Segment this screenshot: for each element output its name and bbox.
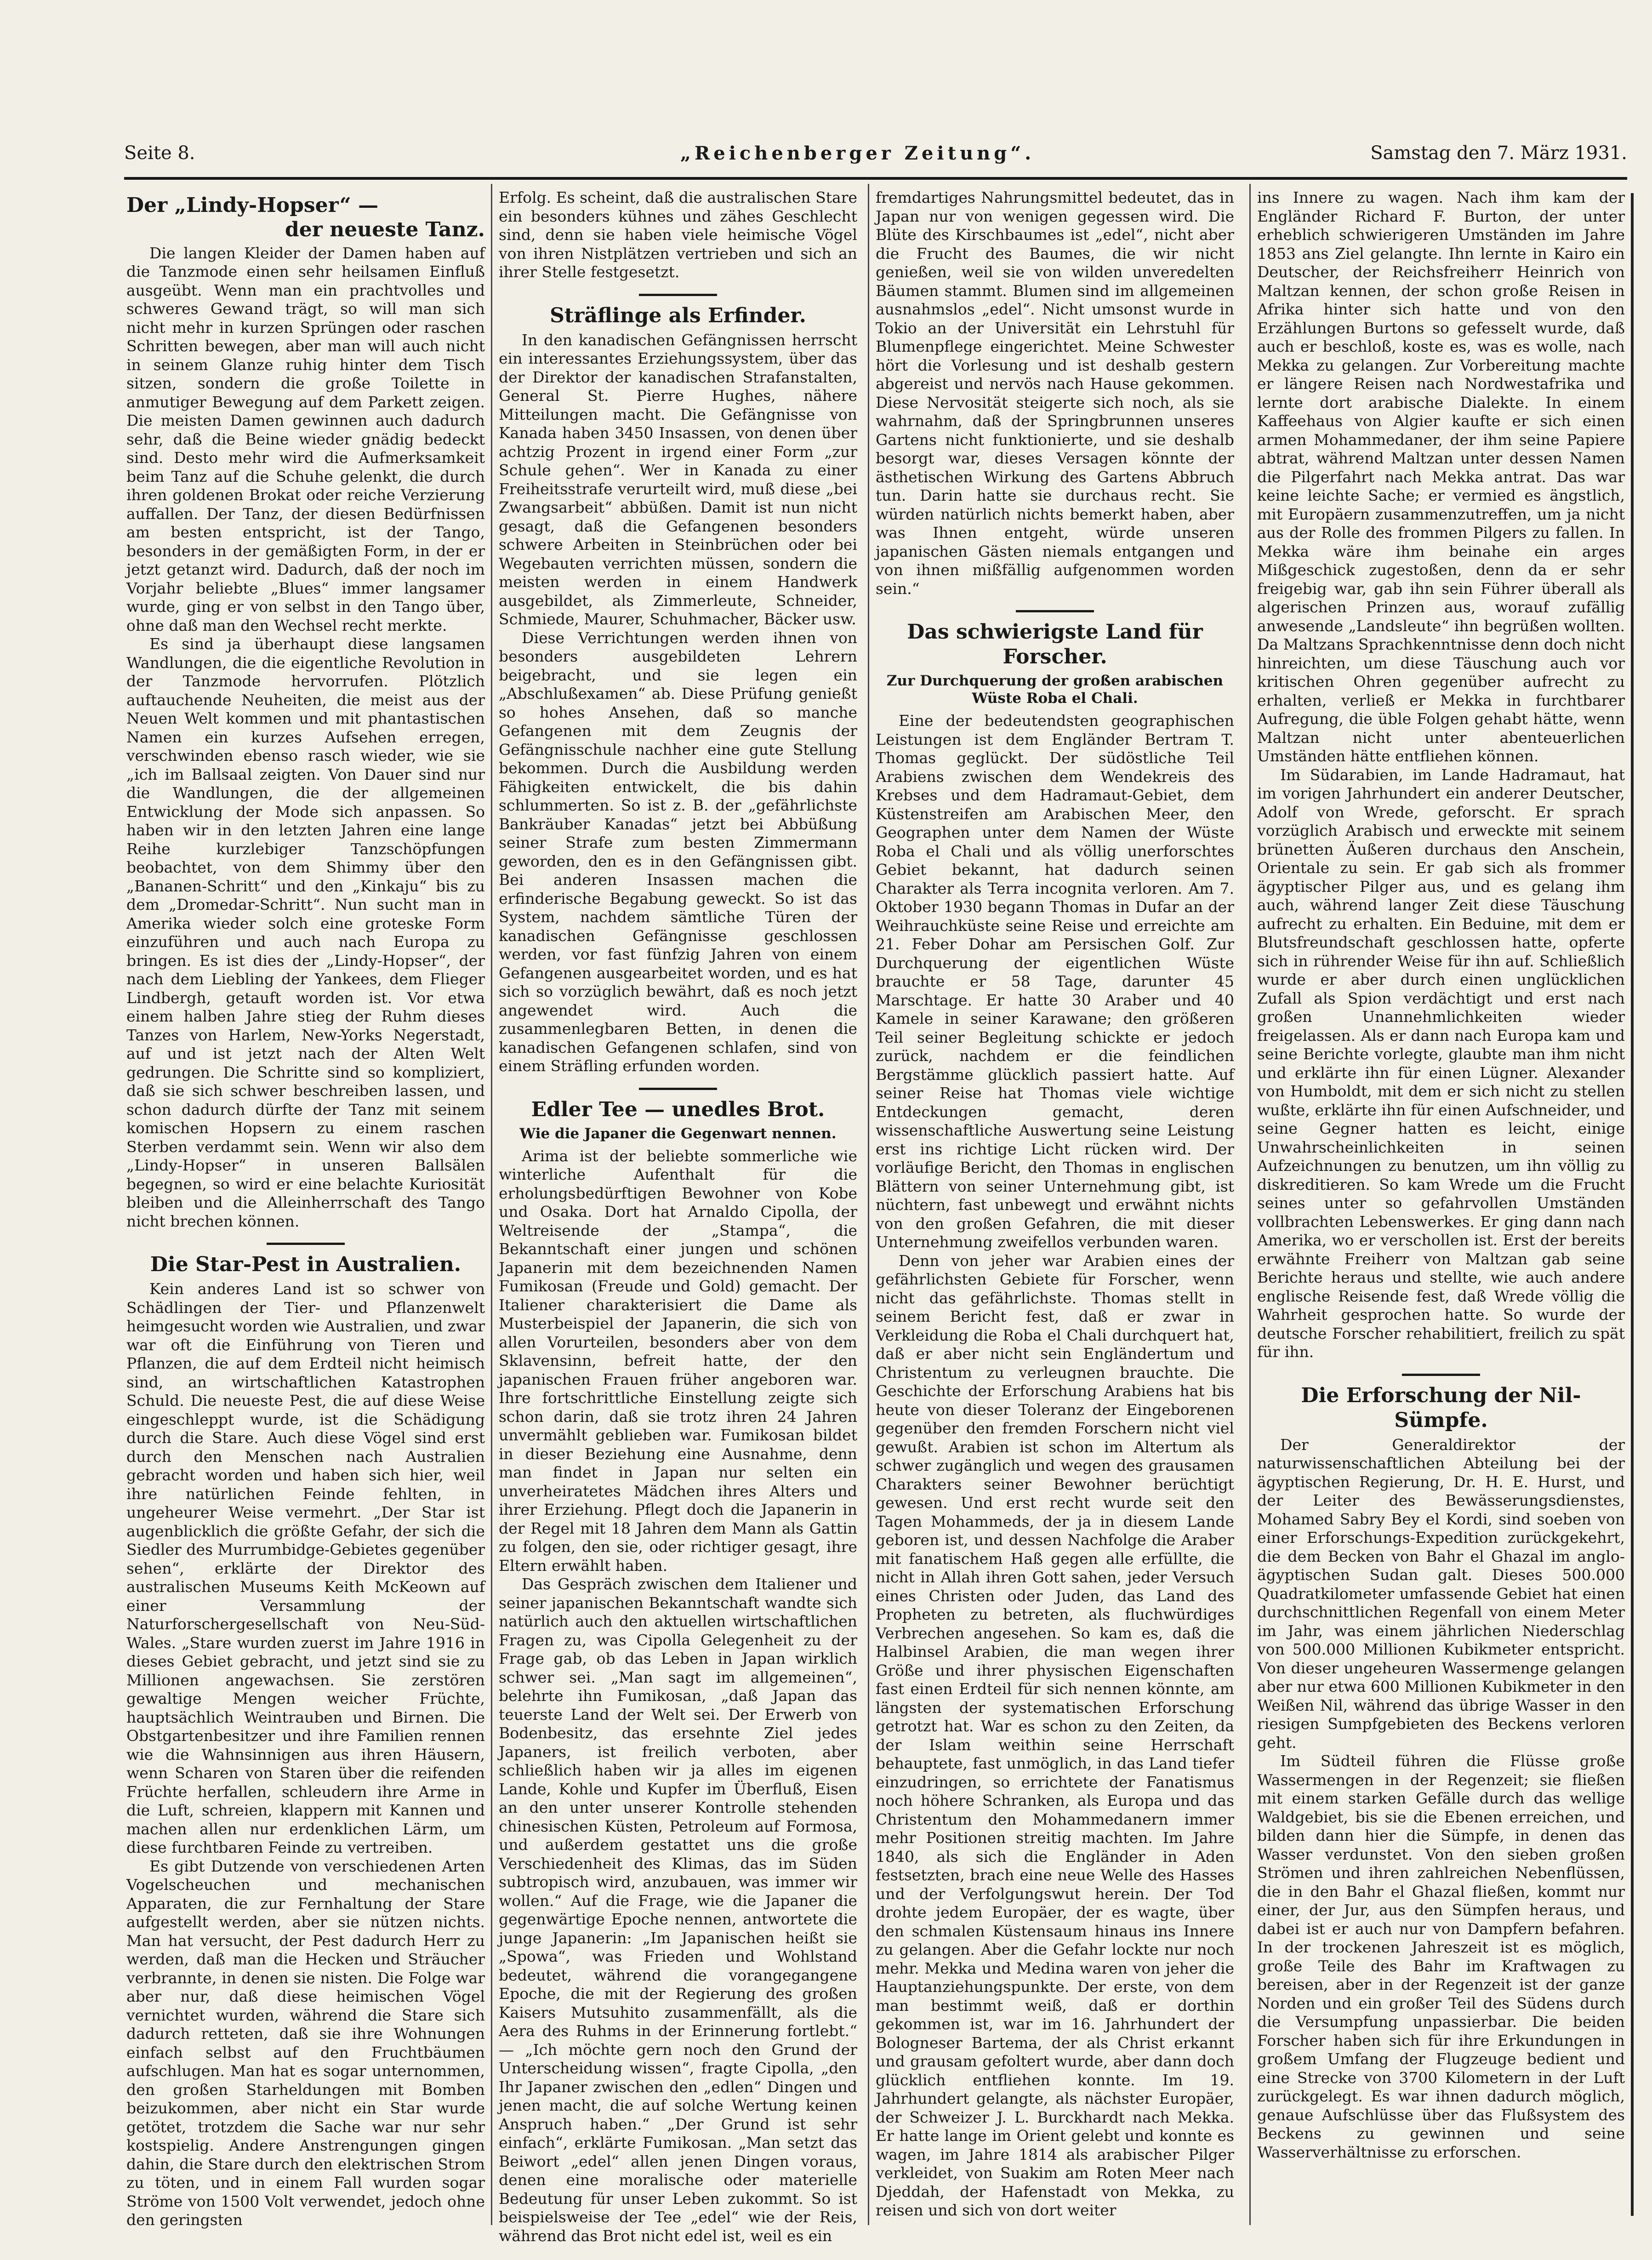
- article-paragraph: Erfolg. Es scheint, daß die australischen Stare ein besonders kühnes und zähes Geschlecht sind, denn sie haben viele heimische Vögel von ihren Nistplätzen vertrieben und sich an ihrer Stelle festgesetzt.: [499, 188, 857, 281]
- page-header: [124, 143, 1627, 175]
- article-title-nil: Die Erforschung der Nil-Sümpfe.: [1301, 1383, 1581, 1432]
- article-title-tee: Edler Tee — unedles Brot.: [531, 1097, 825, 1121]
- article-paragraph: Kein anderes Land ist so schwer von Schädlingen der Tier- und Pflanzenwelt heimgesucht worden wie Australien, und zwar war oft die Einführung von Tieren und Pflanzen, die auf dem Erdteil nicht heimisch sind, an wirtschaftlichen Katastrophen Schuld. Die neueste Pest, die auf diese Weise eingeschleppt wurde, ist die Schädigung durch die Stare. Auch diese Vögel sind erst durch den Menschen nach Australien gebracht worden und haben sich hier, weil ihre natürlichen Feinde fehlten, in ungeheurer Weise vermehrt. „Der Star ist augenblicklich die größte Gefahr, der sich die Siedler des Murrumbidge-Gebietes gegenüber sehen“, erklärte der Direktor des australischen Museums Keith McKeown auf einer Versammlung der Naturforschergesellschaft von Neu-Süd-Wales. „Stare wurden zuerst im Jahre 1916 in dieses Gebiet gebracht, und jetzt sind sie zu Millionen angewachsen. Sie zerstören gewaltige Mengen weicher Früchte, hauptsächlich Weintrauben und Birnen. Die Obstgartenbesitzer und ihre Familien rennen wie die Wahnsinnigen aus ihren Häusern, wenn Scharen von Staren über die reifenden Früchte herfallen, schleudern ihre Arme in die Luft, schreien, klappern mit Kannen und machen allen nur erdenklichen Lärm, um diese furchtbaren Feinde zu vertreiben.: [126, 1280, 485, 1856]
- adjacent-page-edge: [1631, 193, 1652, 2216]
- article-separator: [267, 1243, 345, 1245]
- article-subtitle-lindy: der neueste Tanz.: [285, 218, 485, 241]
- article-subtitle-tee: Wie die Japaner die Gegenwart nennen.: [519, 1125, 837, 1142]
- article-paragraph: In den kanadischen Gefängnissen herrscht ein interessantes Erziehungssystem, über das der Direktor der kanadischen Strafanstalten, General St. Pierre Hughes, nähere Mitteilungen macht. Die Gefängnisse von Kanada haben 3450 Insassen, von denen über achtzig Prozent in irgend einer Form „zur Schule gehen“. Wer in Kanada zu einer Freiheitsstrafe verurteilt wird, muß diese „bei Zwangsarbeit“ abbüßen. Damit ist nun nicht gesagt, daß die Gefangenen besonders schwere Arbeiten in Steinbrüchen oder bei Wegebauten verrichten müssen, sondern die meisten werden in einem Handwerk ausgebildet, als Zimmerleute, Schneider, Schmiede, Maurer, Schuhmacher, Bäcker usw.: [499, 331, 857, 628]
- page-number: Seite 8.: [124, 143, 195, 164]
- header-rule: [124, 177, 1627, 180]
- article-paragraph: Es sind ja überhaupt diese langsamen Wandlungen, die die eigentliche Revolution in der Tanzmode hervorrufen. Plötzlich auftauchende Neuheiten, die meist aus der Neuen Welt kommen und mit phantastischen Namen ein kurzes Aufsehen erregen, verschwinden ebenso rasch wieder, wie sie „ich im Ballsaal zeigten. Von Dauer sind nur die Wandlungen, die der allgemeinen Entwicklung der Mode sich anpassen. So haben wir in den letzten Jahren eine lange Reihe kurzlebiger Tanzschöpfungen beobachtet, von dem Shimmy über den „Bananen-Schritt“ und den „Kinkaju“ bis zu dem „Dromedar-Schritt“. Nun sucht man in Amerika wieder solch eine groteske Form einzuführen und auch nach Europa zu bringen. Es ist dies der „Lindy-Hopser“, der nach dem Liebling der Yankees, dem Flieger Lindbergh, getauft worden ist. Vor etwa einem halben Jahre stieg der Ruhm dieses Tanzes von Harlem, New-Yorks Negerstadt, auf und ist jetzt nach der Alten Welt gedrungen. Die Schritte sind so kompliziert, daß sie sich schwer beschreiben lassen, und schon dadurch dürfte der Tanz mit seinem komischen Hopsern zu einem raschen Sterben verdammt sein. Wenn wir also dem „Lindy-Hopser“ in unseren Ballsälen begegnen, so wird er eine belachte Kuriosität bleiben und die Alleinherrschaft des Tango nicht brechen können.: [126, 635, 485, 1230]
- column-divider: [491, 184, 492, 2225]
- article-paragraph: Das Gespräch zwischen dem Italiener und seiner japanischen Bekanntschaft wandte sich natürlich auch den aktuellen wirtschaftlichen Fragen zu, was Cipolla Gelegenheit zu der Frage gab, ob das Leben in Japan wirklich schwer sei. „Man sagt im allgemeinen“, belehrte ihn Fumikosan, „daß Japan das teuerste Land der Welt sei. Der Erwerb von Bodenbesitz, das ersehnte Ziel jedes Japaners, ist freilich verboten, aber schließlich haben wir ja alles im eigenen Lande, Kohle und Kupfer im Überfluß, Eisen an den unter unserer Kontrolle stehenden chinesischen Küsten, Petroleum auf Formosa, und außerdem gestattet uns die große Verschiedenheit des Klimas, das im Süden subtropisch wird, anzubauen, was immer wir wollen.“ Auf die Frage, wie die Japaner die gegenwärtige Epoche nennen, antwortete die junge Japanerin: „Im Japanischen heißt sie „Spowa“, was Frieden und Wohlstand bedeutet, während die vorangegangene Epoche, die mit der Regierung des großen Kaisers Mutsuhito zusammenfällt, als die Aera des Ruhms in der Erinnerung fortlebt.“ — „Ich möchte gern noch den Grund der Unterscheidung wissen“, fragte Cipolla, „den Ihr Japaner zwischen den „edlen“ Dingen und jenen macht, die auf solche Wertung keinen Anspruch haben.“ „Der Grund ist sehr einfach“, erklärte Fumikosan. „Man setzt das Beiwort „edel“ allen jenen Dingen voraus, denen eine moralische oder materielle Bedeutung für unser Leben zukommt. So ist beispielsweise der Tee „edel“ wie der Reis, während das Brot nicht edel ist, weil es ein: [499, 1575, 857, 2245]
- article-title-forscher: Das schwierigste Land für Forscher.: [907, 620, 1203, 668]
- article-paragraph: Im Südteil führen die Flüsse große Wassermengen in der Regenzeit; sie fließen mit einem starken Gefälle durch das wellige Waldgebiet, bis sie die Ebenen erreichen, und bilden dann hier die Sümpfe, in denen das Wasser verdunstet. Von den sieben großen Strömen und ihren zahlreichen Nebenflüssen, die in den Bahr el Ghazal fließen, kommt nur einer, der Jur, aus den Sümpfen heraus, und dabei ist er auch nur von Dampfern befahren. In der trockenen Jahreszeit ist es möglich, große Teile des Bahr im Kraftwagen zu bereisen, aber in der Regenzeit ist der ganze Norden und ein großer Teil des Südens durch die Versumpfung unpassierbar. Die beiden Forscher haben sich für ihre Erkundungen in großem Umfang der Flugzeuge bedient und eine Strecke von 3700 Kilometern in der Luft zurückgelegt. Es war ihnen dadurch möglich, genaue Aufschlüsse über das Flußsystem des Beckens zu gewinnen und seine Wasserverhältnisse zu erforschen.: [1257, 1752, 1625, 2161]
- newspaper-title: „Reichenberger Zeitung“.: [680, 143, 1035, 164]
- article-paragraph: fremdartiges Nahrungsmittel bedeutet, das in Japan nur von wenigen gegessen wird. Die Blüte des Kirschbaumes ist „edel“, nicht aber die Frucht des Baumes, die wir nicht genießen, weil sie von wilden unveredelten Bäumen stammt. Blumen sind im allgemeinen ausnahmslos „edel“. Nicht umsonst wurde in Tokio an der Universität ein Lehrstuhl für Blumenpflege eingerichtet. Meine Schwester hört die Vorlesung und ist deshalb gestern abgereist und nervös nach Hause gekommen. Diese Nervosität steigerte sich noch, als sie wahrnahm, daß der Springbrunnen unseres Gartens nicht funktionierte, und sie deshalb besorgt war, dieses Versagen könnte der ästhetischen Wirkung des Gartens Abbruch tun. Darin hatte sie durchaus recht. Sie würden natürlich nichts bemerkt haben, aber was Ihnen entgeht, würde unseren japanischen Gästen niemals entgangen und von ihnen mißfällig aufgenommen worden sein.“: [876, 188, 1234, 598]
- article-separator: [1016, 610, 1094, 612]
- issue-date: Samstag den 7. März 1931.: [1370, 143, 1627, 164]
- article-separator: [639, 294, 717, 296]
- article-paragraph: Eine der bedeutendsten geographischen Leistungen ist dem Engländer Bertram T. Thomas geglückt. Der südöstliche Teil Arabiens zwischen dem Wendekreis des Krebses und dem Hadramaut-Gebiet, dem Küstenstreifen am Arabischen Meer, den Geographen unter dem Namen der Wüste Roba el Chali und als völlig unerforschtes Gebiet bekannt, hat dadurch seinen Charakter als Terra incognita verloren. Am 7. Oktober 1930 begann Thomas in Dufar an der Weihrauchküste seine Reise und erreichte am 21. Feber Dohar am Persischen Golf. Zur Durchquerung der eigentlichen Wüste brauchte er 58 Tage, darunter 45 Marschtage. Er hatte 30 Araber und 40 Kamele in seiner Karawane; den größeren Teil seiner Begleitung schickte er jedoch zurück, nachdem er die feindlichen Bergstämme glücklich passiert hatte. Auf seiner Reise hat Thomas viele wichtige Entdeckungen gemacht, deren wissenschaftliche Auswertung seine Leistung erst ins richtige Licht rücken wird. Der vorläufige Bericht, den Thomas in englischen Blättern von seiner Unternehmung gibt, ist nüchtern, fast unbewegt und erwähnt nichts von den großen Gefahren, die mit dieser Unternehmung zweifellos verbunden waren.: [876, 712, 1234, 1251]
- article-paragraph: Diese Verrichtungen werden ihnen von besonders ausgebildeten Lehrern beigebracht, und sie legen ein „Abschlußexamen“ ab. Diese Prüfung genießt so hohes Ansehen, daß so manche Gefangenen mit dem Zeugnis der Gefängnisschule nachher eine gute Stellung bekommen. Durch die Ausbildung werden Fähigkeiten entwickelt, die bis dahin schlummerten. So ist z. B. der „gefährlichste Bankräuber Kanadas“ jetzt bei Abbüßung seiner Strafe zum besten Zimmermann geworden, den es in den Gefängnissen gibt. Bei anderen Insassen machen die erfinderische Begabung geweckt. So ist das System, nachdem sämtliche Türen der kanadischen Gefängnisse geschlossen werden, vor fast fünfzig Jahren von einem Gefangenen ausgearbeitet worden, und es hat sich so vorzüglich bewährt, daß es noch jetzt angewendet wird. Auch die zusammenlegbaren Betten, in denen die kanadischen Gefangenen schlafen, sind von einem Sträfling erfunden worden.: [499, 628, 857, 1075]
- column-divider: [1249, 184, 1251, 2225]
- article-paragraph: Denn von jeher war Arabien eines der gefährlichsten Gebiete für Forscher, wenn nicht das gefährlichste. Thomas stellt in seinem Bericht fest, daß er zwar in Verkleidung die Roba el Chali durchquert hat, daß er aber nicht sein Engländertum und Christentum zu verleugnen brauchte. Die Geschichte der Erforschung Arabiens hat bis heute von dieser Toleranz der Eingeborenen gegenüber den fremden Forschern nicht viel gewußt. Arabien ist schon im Altertum als schwer zugänglich und wegen des grausamen Charakters seiner Bewohner berüchtigt gewesen. Und erst recht wurde seit den Tagen Mohammeds, der ja in diesem Lande geboren ist, und dessen Nachfolge die Araber mit fanatischem Haß gegen alle erfüllte, die nicht in Allah ihren Gott sahen, jeder Versuch eines Christen oder Juden, das Land des Propheten zu betreten, als fluchwürdiges Verbrechen angesehen. So kam es, daß die Halbinsel Arabien, die man wegen ihrer Größe und ihrer physischen Eigenschaften fast einen Erdteil für sich nennen könnte, am längsten der systematischen Erforschung getrotzt hat. War es schon zu den Zeiten, da der Islam weithin seine Herrschaft behauptete, fast unmöglich, in das Land tiefer einzudringen, so errichtete der Fanatismus noch höhere Schranken, als Europa und das Christentum den Mohammedanern immer mehr Positionen streitig machten. Im Jahre 1840, als sich die Engländer in Aden festsetzten, brach eine neue Welle des Hasses und der Verfolgungswut herein. Der Tod drohte jedem Europäer, der es wagte, über den schmalen Küstensaum hinaus ins Innere zu gelangen. Aber die Gefahr lockte nur noch mehr. Mekka und Medina waren von jeher die Hauptanziehungspunkte. Der erste, von dem man bestimmt weiß, daß er dorthin gekommen ist, war im 16. Jahrhundert der Bologneser Bartema, der als Christ erkannt und grausam gefoltert wurde, aber dann doch glücklich entfliehen konnte. Im 19. Jahrhundert gelangte, als nächster Europäer, der Schweizer J. L. Burckhardt nach Mekka. Er hatte lange im Orient gelebt und konnte es wagen, im Jahre 1814 als arabischer Pilger verkleidet, von Suakim am Roten Meer nach Djeddah, der Hafenstadt von Mekka, zu reisen und sich von dort weiter: [876, 1251, 1234, 2219]
- article-paragraph: Arima ist der beliebte sommerliche wie winterliche Aufenthalt für die erholungsbedürftigen Bewohner von Kobe und Osaka. Dort hat Arnaldo Cipolla, der Weltreisende der „Stampa“, die Bekanntschaft einer jungen und schönen Japanerin mit dem bezeichnenden Namen Fumikosan (Freude und Gold) gemacht. Der Italiener charakterisiert die Dame als Musterbeispiel der Japanerin, die sich von allen Vorurteilen, besonders aber von dem Sklavensinn, befreit hatte, der den japanischen Frauen früher angeboren war. Ihre fortschrittliche Einstellung zeigte sich schon darin, daß sie trotz ihren 24 Jahren unvermählt geblieben war. Fumikosan bildet in dieser Beziehung eine Ausnahme, denn man findet in Japan nur selten ein unverheiratetes Mädchen ihres Alters und ihrer Erziehung. Pflegt doch die Japanerin in der Regel mit 18 Jahren dem Mann als Gattin zu folgen, den sie, oder richtiger gesagt, ihre Eltern erwählt haben.: [499, 1147, 857, 1575]
- article-title-star: Die Star-Pest in Australien.: [150, 1253, 461, 1276]
- article-separator: [1402, 1374, 1480, 1376]
- article-title-straeflinge: Sträflinge als Erfinder.: [550, 303, 806, 327]
- article-paragraph: Die langen Kleider der Damen haben auf die Tanzmode einen sehr heilsamen Einfluß ausgeübt. Wenn man ein prachtvolles und schweres Gewand trägt, so will man sich nicht mehr in kurzen Sprüngen oder raschen Schritten bewegen, aber man will auch nicht in seinem Glanze ruhig hinter dem Tisch sitzen, sondern die große Toilette in anmutiger Bewegung auf dem Parkett zeigen. Die meisten Damen gewinnen auch dadurch sehr, daß die Beine wieder gnädig bedeckt sind. Desto mehr wird die Aufmerksamkeit beim Tanz auf die Schuhe gelenkt, die durch ihren goldenen Brokat oder reiche Verzierung auffallen. Der Tanz, der diesen Bedürfnissen am besten entspricht, ist der Tango, besonders in der gemäßigten Form, in der er jetzt getanzt wird. Dadurch, daß der noch im Vorjahr beliebte „Blues“ immer langsamer wurde, ging er von selbst in den Tango über, ohne daß man den Wechsel recht merkte.: [126, 244, 485, 634]
- column-2: [499, 188, 857, 2245]
- article-separator: [639, 1088, 717, 1090]
- article-subtitle-forscher: Zur Durchquerung der großen arabischen Wüste Roba el Chali.: [886, 673, 1224, 707]
- article-paragraph: Der Generaldirektor der naturwissenschaftlichen Abteilung bei der ägyptischen Regierung, Dr. H. E. Hurst, und der Leiter des Bewässerungsdienstes, Mohamed Sabry Bey el Kordi, sind soeben von einer Erforschungs-Expedition zurückgekehrt, die dem Becken von Bahr el Ghazal im anglo-ägyptischen Sudan galt. Dieses 500.000 Quadratkilometer umfassende Gebiet hat einen durchschnittlichen Regenfall von einem Meter im Jahr, was einem jährlichen Niederschlag von 500.000 Millionen Kubikmeter entspricht. Von dieser ungeheuren Wassermenge gelangen aber nur etwa 600 Millionen Kubikmeter in den Weißen Nil, während das übrige Wasser in den riesigen Sumpfgebieten des Beckens verloren geht.: [1257, 1435, 1625, 1752]
- article-paragraph: ins Innere zu wagen. Nach ihm kam der Engländer Richard F. Burton, der unter erheblich schwierigeren Umständen im Jahre 1853 ans Ziel gelangte. Ihn lernte in Kairo ein Deutscher, der Reichsfreiherr Heinrich von Maltzan kennen, der schon große Reisen in Afrika hinter sich hatte und von den Erzählungen Burtons so gefesselt wurde, daß auch er beschloß, koste es, was es wolle, nach Mekka zu gelangen. Zur Vorbereitung machte er längere Reisen nach Nordwestafrika und lernte dort arabische Dialekte. In einem Kaffeehaus von Algier kaufte er sich einen armen Mohammedaner, der ihm seine Papiere abtrat, während Maltzan unter dessen Namen die Pilgerfahrt nach Mekka antrat. Das war keine leichte Sache; er vermied es ängstlich, mit Europäern zusammenzutreffen, um ja nicht aus der Rolle des frommen Pilgers zu fallen. In Mekka wäre ihm beinahe ein arges Mißgeschick zugestoßen, denn da er sehr freigebig war, gab ihn sein Führer überall als algerischen Prinzen aus, worauf zufällig anwesende „Landsleute“ ihn begrüßen wollten. Da Maltzans Sprachkenntnisse denn doch nicht hinreichten, um diese Täuschung auch vor kritischen Ohren gegenüber aufrecht zu erhalten, verließ er Mekka in furchtbarer Aufregung, die üble Folgen gehabt hätte, wenn Maltzan nicht unter abenteuerlichen Umständen hätte entfliehen können.: [1257, 188, 1625, 765]
- column-4: [1257, 188, 1625, 2225]
- column-3: [876, 188, 1234, 2225]
- column-1: [126, 188, 485, 2229]
- article-paragraph: Es gibt Dutzende von verschiedenen Arten Vogelscheuchen und mechanischen Apparaten, die zur Fernhaltung der Stare aufgestellt werden, aber sie nützen nichts. Man hat versucht, der Pest dadurch Herr zu werden, daß man die Hecken und Sträucher verbrannte, in denen sie nisten. Die Folge war aber nur, daß diese heimischen Vögel vernichtet wurden, während die Stare sich dadurch retteten, daß sie ihre Wohnungen einfach selbst auf den Fruchtbäumen aufschlugen. Man hat es sogar unternommen, den großen Starheldungen mit Bomben beizukommen, aber nicht ein Star wurde getötet, trotzdem die Sache war nur sehr kostspielig. Andere Anstrengungen gingen dahin, die Stare durch den elektrischen Strom zu töten, und in einem Fall wurden sogar Ströme von 1500 Volt verwendet, jedoch ohne den geringsten: [126, 1857, 485, 2229]
- article-paragraph: Im Südarabien, im Lande Hadramaut, hat im vorigen Jahrhundert ein anderer Deutscher, Adolf von Wrede, geforscht. Er sprach vorzüglich Arabisch und erweckte mit seinem brünetten Äußeren durchaus den Anschein, Orientale zu sein. Er gab sich als frommer ägyptischer Pilger aus, und es gelang ihm auch, während langer Zeit diese Täuschung aufrecht zu erhalten. Ein Beduine, mit dem er Blutsfreundschaft geschlossen hatte, opferte sich in rührender Weise für ihn auf. Schließlich wurde er aber durch einen unglücklichen Zufall als Spion verdächtigt und erst nach großen Unannehmlichkeiten wieder freigelassen. Als er dann nach Europa kam und seine Berichte vorlegte, glaubte man ihm nicht und erklärte ihn für einen Lügner. Alexander von Humboldt, mit dem er sich nicht zu stellen wußte, erklärte ihn für einen Aufschneider, und seine Gegner hatten es leicht, einige Unwahrscheinlichkeiten in seinen Aufzeichnungen zu benutzen, um ihn völlig zu diskreditieren. So kam Wrede um die Frucht seines unter so gefahrvollen Umständen vollbrachten Lebenswerkes. Er ging dann nach Amerika, wo er verschollen ist. Erst der bereits erwähnte Freiherr von Maltzan gab seine Berichte heraus und stellte, wie auch andere englische Reisende fest, daß Wrede völlig die Wahrheit gesprochen hatte. So wurde der deutsche Forscher rehabilitiert, freilich zu spät für ihn.: [1257, 765, 1625, 1361]
- column-divider: [868, 184, 869, 2225]
- article-title-lindy: Der „Lindy-Hopser“ —: [126, 194, 379, 217]
